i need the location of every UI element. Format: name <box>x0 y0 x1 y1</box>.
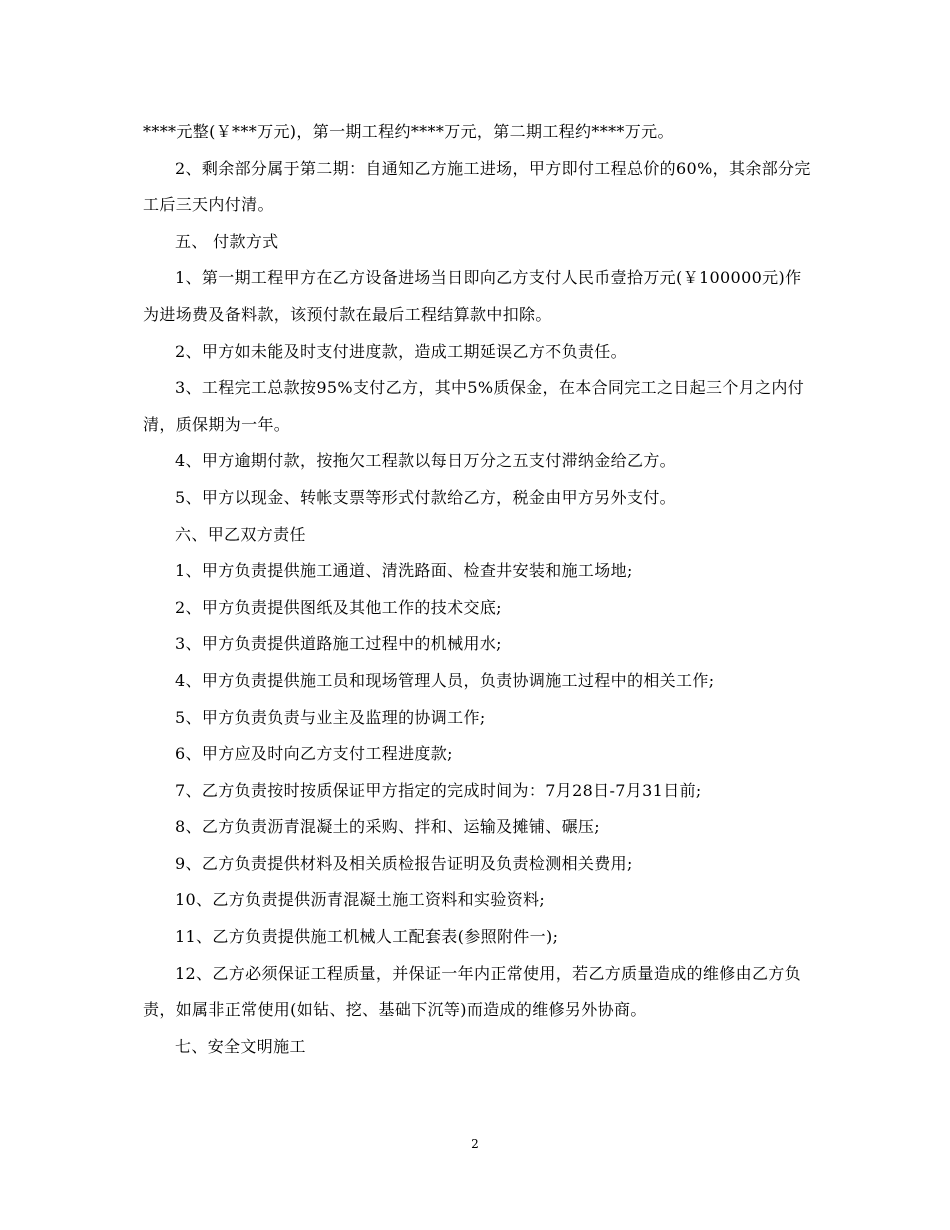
paragraph-19: 10、乙方负责提供沥青混凝土施工资料和实验资料; <box>175 890 546 910</box>
paragraph-11: 2、甲方负责提供图纸及其他工作的技术交底; <box>175 597 502 617</box>
paragraph-10: 1、甲方负责提供施工通道、清洗路面、检查井安装和施工场地; <box>175 561 633 581</box>
paragraph-7: 4、甲方逾期付款，按拖欠工程款以每日万分之五支付滞纳金给乙方。 <box>175 451 677 471</box>
paragraph-21: 12、乙方必须保证工程质量，并保证一年内正常使用，若乙方质量造成的维修由乙方负责，如属非正常使用(如钻、挖、基础下沉等)而造成的维修另外协商。 <box>143 963 802 1020</box>
section-heading-payment-method: 五、 付款方式 <box>175 231 279 251</box>
section-heading-responsibilities: 六、甲乙双方责任 <box>175 524 306 544</box>
paragraph-5: 2、甲方如未能及时支付进度款，造成工期延误乙方不负责任。 <box>175 341 627 361</box>
paragraph-1: ****元整(￥***万元)，第一期工程约****万元，第二期工程约****万元。 <box>143 122 674 141</box>
page-number: 2 <box>471 1137 479 1151</box>
document-body <box>143 114 811 1065</box>
paragraph-17: 8、乙方负责沥青混凝土的采购、拌和、运输及摊铺、碾压; <box>175 817 601 837</box>
paragraph-15: 6、甲方应及时向乙方支付工程进度款; <box>175 744 453 764</box>
paragraph-8: 5、甲方以现金、转帐支票等形式付款给乙方，税金由甲方另外支付。 <box>175 487 677 507</box>
paragraph-12: 3、甲方负责提供道路施工过程中的机械用水; <box>175 634 502 654</box>
paragraph-2: 2、剩余部分属于第二期：自通知乙方施工进场，甲方即付工程总价的60%，其余部分完工后三天内付清。 <box>143 158 811 215</box>
paragraph-18: 9、乙方负责提供材料及相关质检报告证明及负责检测相关费用; <box>175 853 633 873</box>
section-heading-safety: 七、安全文明施工 <box>175 1036 306 1056</box>
paragraph-6: 3、工程完工总款按95%支付乙方，其中5%质保金，在本合同完工之日起三个月之内付清，质保期为一年。 <box>143 378 805 434</box>
paragraph-4: 1、第一期工程甲方在乙方设备进场当日即向乙方支付人民币壹拾万元(￥100000元)作为进场费及备料款，该预付款在最后工程结算款中扣除。 <box>143 268 802 324</box>
paragraph-16: 7、乙方负责按时按质保证甲方指定的完成时间为：7月28日-7月31日前; <box>175 780 702 800</box>
paragraph-14: 5、甲方负责负责与业主及监理的协调工作; <box>175 707 486 727</box>
paragraph-13: 4、甲方负责提供施工员和现场管理人员，负责协调施工过程中的相关工作; <box>175 670 715 690</box>
paragraph-20: 11、乙方负责提供施工机械人工配套表(参照附件一); <box>175 927 559 947</box>
